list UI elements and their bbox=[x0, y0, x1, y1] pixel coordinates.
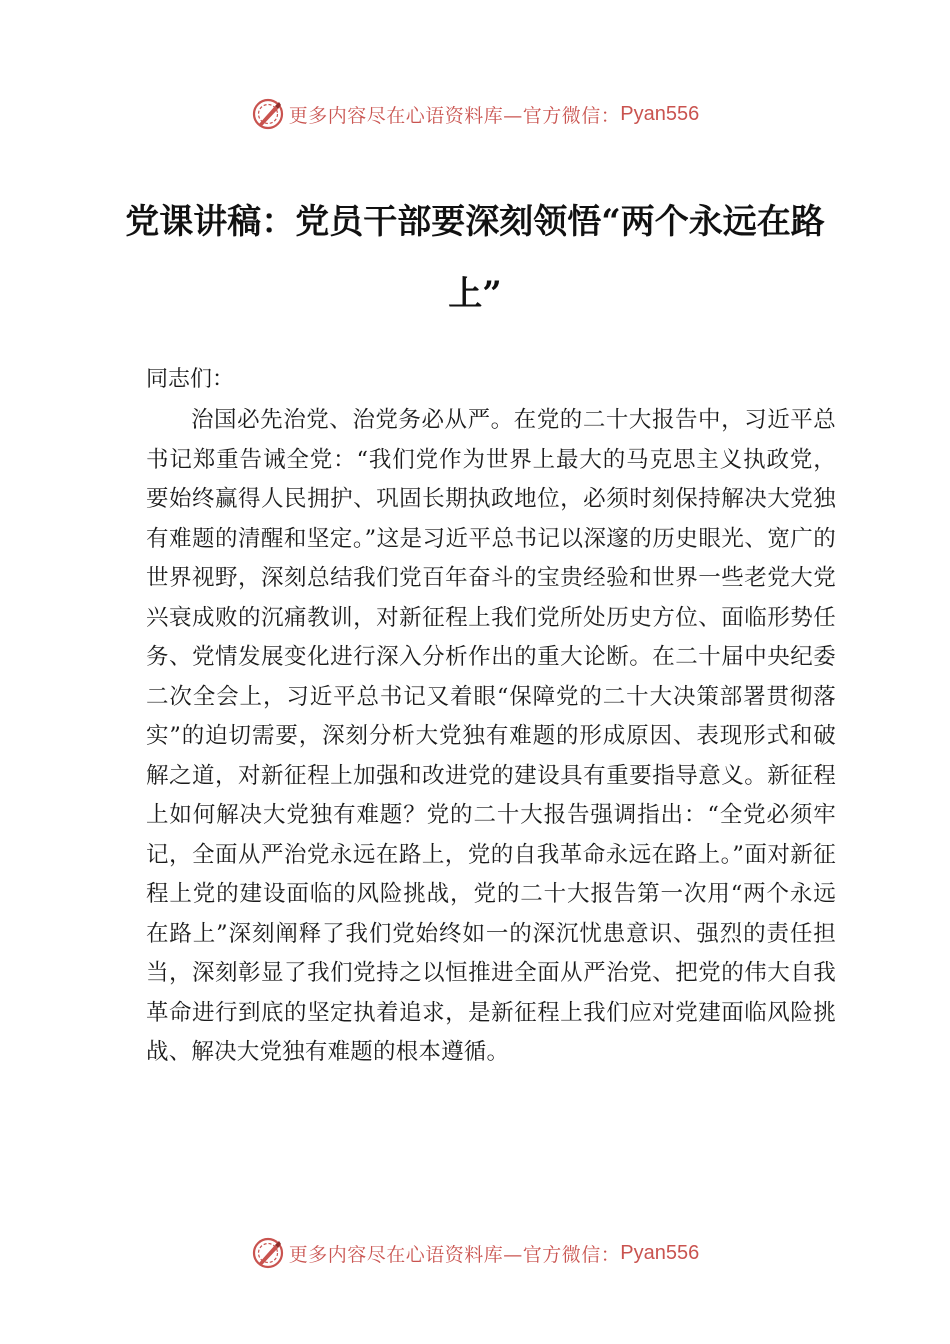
banner-text: 更多内容尽在心语资料库—官方微信： bbox=[288, 104, 621, 127]
header-banner bbox=[0, 92, 950, 136]
footer-banner bbox=[0, 1231, 950, 1275]
document-title: 党课讲稿：党员干部要深刻领悟“两个永远在路上” bbox=[125, 202, 825, 314]
greeting: 同志们： bbox=[146, 367, 235, 392]
banner-wechat-id: Pyan556 bbox=[620, 1241, 700, 1264]
banner-wechat-id: Pyan556 bbox=[620, 102, 700, 125]
pen-logo-icon bbox=[251, 1236, 285, 1270]
pen-logo-icon bbox=[251, 97, 285, 131]
banner-text: 更多内容尽在心语资料库—官方微信： bbox=[288, 1243, 621, 1266]
body-paragraph: 治国必先治党、治党务必从严。在党的二十大报告中，习近平总书记郑重告诫全党：“我们党作为世界上最大的马克思主义执政党，要始终赢得人民拥护、巩固长期执政地位，必须时刻保持解决大党独有难题的清醒和坚定。”这是习近平总书记以深邃的历史眼光、宽广的世界视野，深刻总结我们党百年奋斗的宝贵经验和世界一些老党大党兴衰成败的沉痛教训，对新征程上我们党所处历史方位、面临形势任务、党情发展变化进行深入分析作出的重大论断。在二十届中央纪委二次全会上，习近平总书记又着眼“保障党的二十大决策部署贯彻落实”的迫切需要，深刻分析大党独有难题的形成原因、表现形式和破解之道，对新征程上加强和改进党的建设具有重要指导意义。新征程上如何解决大党独有难题？党的二十大报告强调指出：“全党必须牢记，全面从严治党永远在路上，党的自我革命永远在路上。”面对新征程上党的建设面临的风险挑战，党的二十大报告第一次用“两个永远在路上”深刻阐释了我们党始终如一的深沉忧患意识、强烈的责任担当，深刻彰显了我们党持之以恒推进全面从严治党、把党的伟大自我革命进行到底的坚定执着追求，是新征程上我们应对党建面临风险挑战、解决大党独有难题的根本遵循。 bbox=[146, 407, 836, 1065]
